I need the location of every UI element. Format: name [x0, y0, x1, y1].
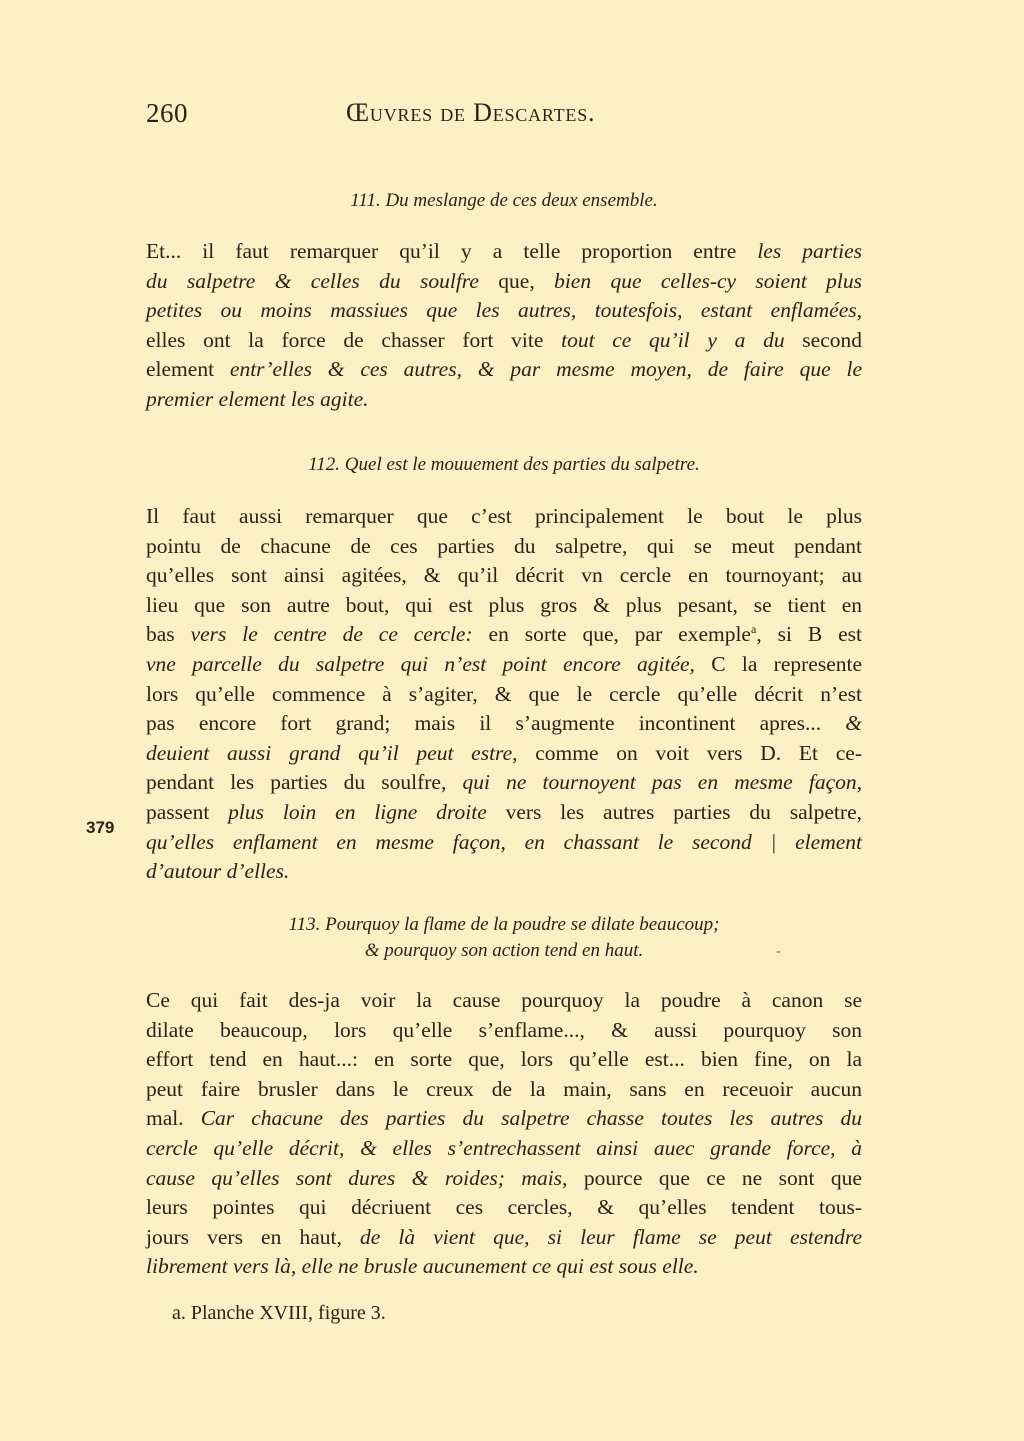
italic-run: deuient aussi grand qu’il peut estre,: [146, 740, 518, 765]
text-line: [146, 561, 862, 591]
text-line: [146, 1045, 862, 1075]
text-line: [146, 739, 862, 769]
text-line: [146, 798, 862, 828]
text-run: C la represente: [694, 651, 863, 676]
text-run: , si B est: [756, 622, 862, 647]
text-run: dilate beaucoup, lors qu’elle s’enflame..., & aussi pourquoy son: [146, 1017, 862, 1042]
text-line: [146, 1193, 862, 1223]
text-run: peut faire brusler dans le creux de la main, sans en receuoir aucun: [146, 1076, 862, 1101]
text-run: Il faut aussi remarquer que c’est principalement le bout le plus: [146, 504, 862, 528]
section-heading-113: [146, 912, 862, 964]
text-run: bas: [146, 622, 191, 647]
text-line: [146, 709, 862, 739]
text-line: [146, 355, 862, 385]
text-run: effort tend en haut...: en sorte que, lors qu’elle est... bien fine, on la: [146, 1047, 862, 1072]
heading-line: 113. Pourquoy la flame de la poudre se dilate beaucoup;: [288, 914, 720, 935]
text-line: [146, 326, 862, 356]
text-run: elles ont la force de chasser fort vite: [146, 327, 562, 352]
text-line: [146, 857, 862, 887]
italic-run: bien que celles-cy soient plus: [554, 268, 862, 293]
italic-run: de là vient que, si leur flame se peut estendre: [359, 1224, 862, 1249]
text-run: pointu de chacune de ces parties du salpetre, qui se meut pendant: [146, 533, 862, 558]
text-line: [146, 385, 862, 415]
paragraph-111: [146, 237, 862, 415]
text-line: [146, 237, 862, 267]
text-line: [146, 532, 862, 562]
italic-run: vers le centre de ce cercle:: [190, 622, 473, 647]
italic-run: cercle qu’elle décrit, & elles s’entrechassent ainsi auec grande force, à: [146, 1135, 862, 1160]
text-run: que,: [478, 268, 555, 293]
footnote-marker[interactable]: a: [750, 622, 757, 637]
italic-run: librement vers là, elle ne brusle aucunement ce qui est sous elle.: [146, 1254, 699, 1279]
italic-run: entr’elles & ces autres, & par mesme moyen, de faire que le: [229, 357, 862, 382]
text-run: second: [784, 327, 863, 352]
text-run: pas encore fort grand; mais il s’augmente incontinent apres...: [146, 711, 846, 736]
page-number: 260: [146, 98, 188, 128]
footnote: a. Planche XVIII, figure 3.: [172, 1302, 386, 1324]
paragraph-112: [146, 502, 862, 887]
text-line: [146, 1223, 862, 1253]
italic-run: petites ou moins massiues que les autres, toutesfois, estant enflamées,: [146, 298, 862, 323]
text-line: [146, 650, 862, 680]
italic-run: qu’elles enflament en mesme façon, en chassant le second | element: [146, 829, 862, 854]
text-line: [146, 296, 862, 326]
italic-run: vne parcelle du salpetre qui n’est point encore agitée,: [146, 651, 695, 676]
italic-run: d’autour d’elles.: [146, 859, 290, 884]
italic-run: premier element les agite.: [146, 386, 369, 411]
italic-run: plus loin en ligne droite: [228, 799, 487, 824]
text-line: [146, 1104, 862, 1134]
text-line: [146, 591, 862, 621]
text-run: pource que ce ne sont que: [567, 1165, 862, 1190]
text-run: passent: [146, 799, 229, 824]
heading-line: 111. Du meslange de ces deux ensemble.: [350, 190, 658, 211]
text-line: [146, 1164, 862, 1194]
italic-run: tout ce qu’il y a du: [561, 327, 785, 352]
text-line: [146, 986, 862, 1016]
heading-line: 112. Quel est le mouuement des parties du salpetre.: [308, 454, 700, 475]
text-run: jours vers en haut,: [146, 1224, 360, 1249]
section-heading-112: [146, 452, 862, 478]
italic-run: Car chacune des parties du salpetre chasse toutes les autres du: [200, 1106, 862, 1131]
italic-run: cause qu’elles sont dures & roides; mais,: [146, 1165, 568, 1190]
text-run: leurs pointes qui décriuent ces cercles, & qu’elles tendent tous-: [146, 1195, 862, 1220]
text-line: [146, 768, 862, 798]
italic-run: &: [845, 711, 862, 736]
heading-line: & pourquoy son action tend en haut.: [364, 940, 644, 961]
ink-speck: -: [776, 944, 781, 959]
text-run: lors qu’elle commence à s’agiter, & que le cercle qu’elle décrit n’est: [146, 681, 862, 706]
paragraph-113: [146, 986, 862, 1282]
text-run: pendant les parties du soulfre,: [146, 770, 463, 795]
margin-page-reference: 379: [86, 818, 115, 837]
text-line: [146, 1252, 862, 1282]
running-title: Œuvres de Descartes.: [346, 98, 596, 127]
text-run: Ce qui fait des-ja voir la cause pourquoy la poudre à canon se: [146, 988, 862, 1012]
text-line: [146, 620, 862, 650]
section-heading-111: [146, 188, 862, 214]
text-run: qu’elles sont ainsi agitées, & qu’il décrit vn cercle en tournoyant; au: [146, 563, 862, 588]
text-line: [146, 267, 862, 297]
italic-run: qui ne tournoyent pas en mesme façon,: [462, 770, 862, 795]
text-line: [146, 1134, 862, 1164]
text-run: mal.: [146, 1106, 201, 1131]
text-run: comme on voit vers D. Et ce-: [517, 740, 862, 765]
italic-run: du salpetre & celles du soulfre: [146, 268, 479, 293]
text-line: [146, 1075, 862, 1105]
italic-run: les parties: [757, 239, 862, 263]
text-run: vers les autres parties du salpetre,: [486, 799, 862, 824]
text-line: [146, 1016, 862, 1046]
text-run: Et... il faut remarquer qu’il y a telle proportion entre: [146, 239, 758, 263]
text-line: [146, 680, 862, 710]
text-line: [146, 502, 862, 532]
text-run: element: [146, 357, 230, 382]
text-run: en sorte que, par exemple: [472, 622, 751, 647]
text-run: lieu que son autre bout, qui est plus gros & plus pesant, se tient en: [146, 592, 862, 617]
text-line: [146, 828, 862, 858]
